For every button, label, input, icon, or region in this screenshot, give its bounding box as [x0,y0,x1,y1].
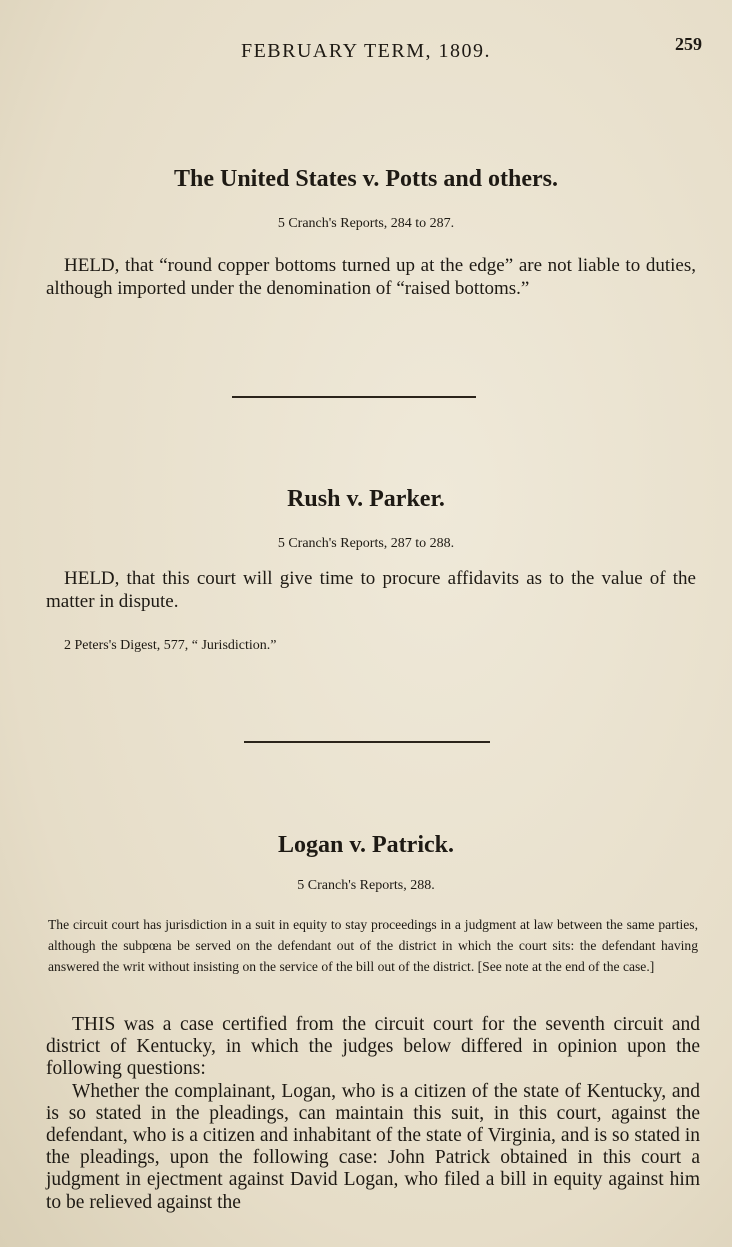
digest-reference: 2 Peters's Digest, 577, “ Jurisdiction.” [64,638,277,653]
case-title-potts: The United States v. Potts and others. [173,166,558,192]
section-divider [232,396,476,398]
case-title-logan: Logan v. Patrick. [277,832,454,858]
body-paragraph: THIS was a case certified from the circuit court for the seventh circuit and district of Kentucky, in which the judges below differed in opinion upon the following questions: [46,1014,700,1080]
section-divider [244,741,490,743]
page-number: 259 [675,34,702,54]
case-citation-rush: 5 Cranch's Reports, 287 to 288. [277,536,455,551]
held-paragraph-potts: HELD, that “round copper bottoms turned up at the edge” are not liable to duties, although imported under the denomination of “raised bottoms.” [46,255,696,299]
body-paragraph: Whether the complainant, Logan, who is a citizen of the state of Kentucky, and is so stated in the pleadings, can maintain this suit, in this court, against the defendant, who is a citizen and inhabitant of the state of Virginia, and is so stated in the pleadings, upon the following case: John Patrick obtained in this court a judgment in ejectment against David Logan, who filed a bill in equity against him to be relieved against the [46,1080,700,1213]
case-title-rush: Rush v. Parker. [287,486,445,512]
headnote-logan: The circuit court has jurisdiction in a suit in equity to stay proceedings in a judgment at law between the same parties, although the subpœna be served on the defendant out of the district in which the court sits: the defendant having answered the writ without insisting on the service of the bill out of the district. [See note at the end of the case.] [48,917,698,974]
running-title: FEBRUARY TERM, 1809. [240,40,492,62]
case-citation-logan: 5 Cranch's Reports, 288. [297,878,435,893]
opinion-body [46,1014,700,1214]
held-paragraph-rush: HELD, that this court will give time to procure affidavits as to the value of the matter in dispute. [46,568,696,612]
case-citation-potts: 5 Cranch's Reports, 284 to 287. [277,216,455,231]
